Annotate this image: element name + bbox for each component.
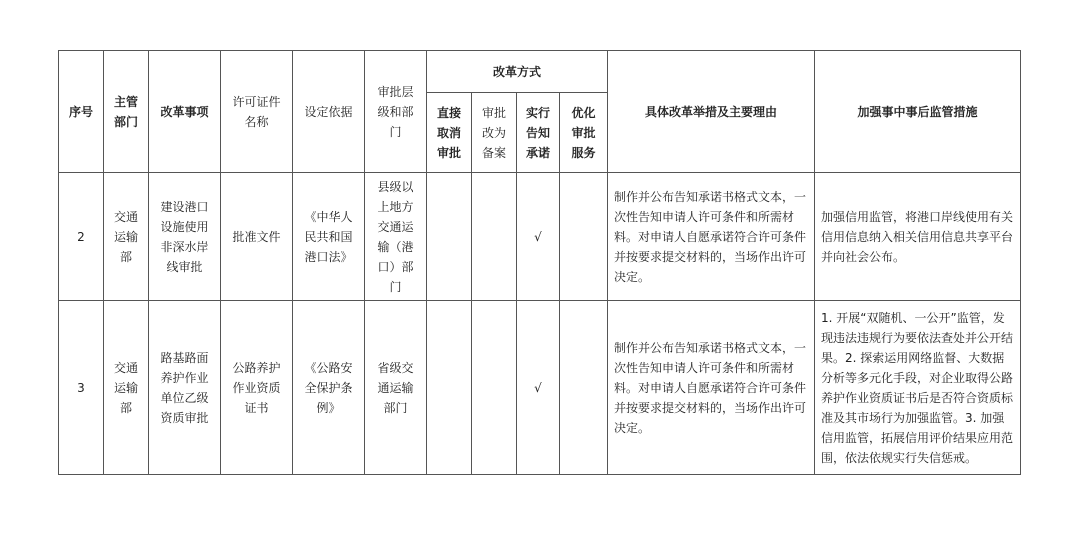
header-level: 审批层 级和部 门	[365, 51, 427, 173]
header-license: 许可证件 名称	[221, 51, 293, 173]
cell-method-optimize	[560, 173, 608, 301]
cell-method-filing	[472, 173, 517, 301]
header-method: 改革方式	[427, 51, 608, 93]
cell-item: 建设港口 设施使用 非深水岸 线审批	[149, 173, 221, 301]
header-item: 改革事项	[149, 51, 221, 173]
cell-supervision: 加强信用监管，将港口岸线使用有关信用信息纳入相关信用信息共享平台并向社会公布。	[815, 173, 1021, 301]
header-row-top	[59, 51, 1021, 93]
cell-measures: 制作并公布告知承诺书格式文本，一次性告知申请人许可条件和所需材料。对申请人自愿承诺符合许可条件并按要求提交材料的，当场作出许可决定。	[608, 301, 815, 475]
cell-dept: 交通 运输 部	[104, 301, 149, 475]
header-method-optimize: 优化 审批 服务	[560, 93, 608, 173]
cell-license: 公路养护 作业资质 证书	[221, 301, 293, 475]
header-seq: 序号	[59, 51, 104, 173]
cell-dept: 交通 运输 部	[104, 173, 149, 301]
header-dept: 主管 部门	[104, 51, 149, 173]
cell-basis: 《中华人 民共和国 港口法》	[293, 173, 365, 301]
cell-method-commitment: √	[517, 301, 560, 475]
table-row	[59, 301, 1021, 475]
header-supervision: 加强事中事后监管措施	[815, 51, 1021, 173]
cell-method-filing	[472, 301, 517, 475]
header-method-filing: 审批 改为 备案	[472, 93, 517, 173]
cell-seq: 2	[59, 173, 104, 301]
header-measures: 具体改革举措及主要理由	[608, 51, 815, 173]
cell-method-commitment: √	[517, 173, 560, 301]
cell-seq: 3	[59, 301, 104, 475]
table-row	[59, 173, 1021, 301]
cell-method-optimize	[560, 301, 608, 475]
cell-item: 路基路面 养护作业 单位乙级 资质审批	[149, 301, 221, 475]
cell-supervision: 1. 开展“双随机、一公开”监管，发现违法违规行为要依法查处并公开结果。2. 探索运用网络监督、大数据分析等多元化手段，对企业取得公路养护作业资质证书后是否符合资质标准及其市场行为加强监管。3. 加强信用监管，拓展信用评价结果应用范围，依法依规实行失信惩戒。	[815, 301, 1021, 475]
cell-method-cancel	[427, 301, 472, 475]
cell-level: 县级以 上地方 交通运 输（港 口）部 门	[365, 173, 427, 301]
cell-measures: 制作并公布告知承诺书格式文本，一次性告知申请人许可条件和所需材料。对申请人自愿承诺符合许可条件并按要求提交材料的，当场作出许可决定。	[608, 173, 815, 301]
header-method-cancel: 直接 取消 审批	[427, 93, 472, 173]
header-method-commitment: 实行 告知 承诺	[517, 93, 560, 173]
cell-license: 批准文件	[221, 173, 293, 301]
header-basis: 设定依据	[293, 51, 365, 173]
cell-method-cancel	[427, 173, 472, 301]
cell-basis: 《公路安 全保护条 例》	[293, 301, 365, 475]
cell-level: 省级交 通运输 部门	[365, 301, 427, 475]
reform-table	[58, 50, 1021, 475]
